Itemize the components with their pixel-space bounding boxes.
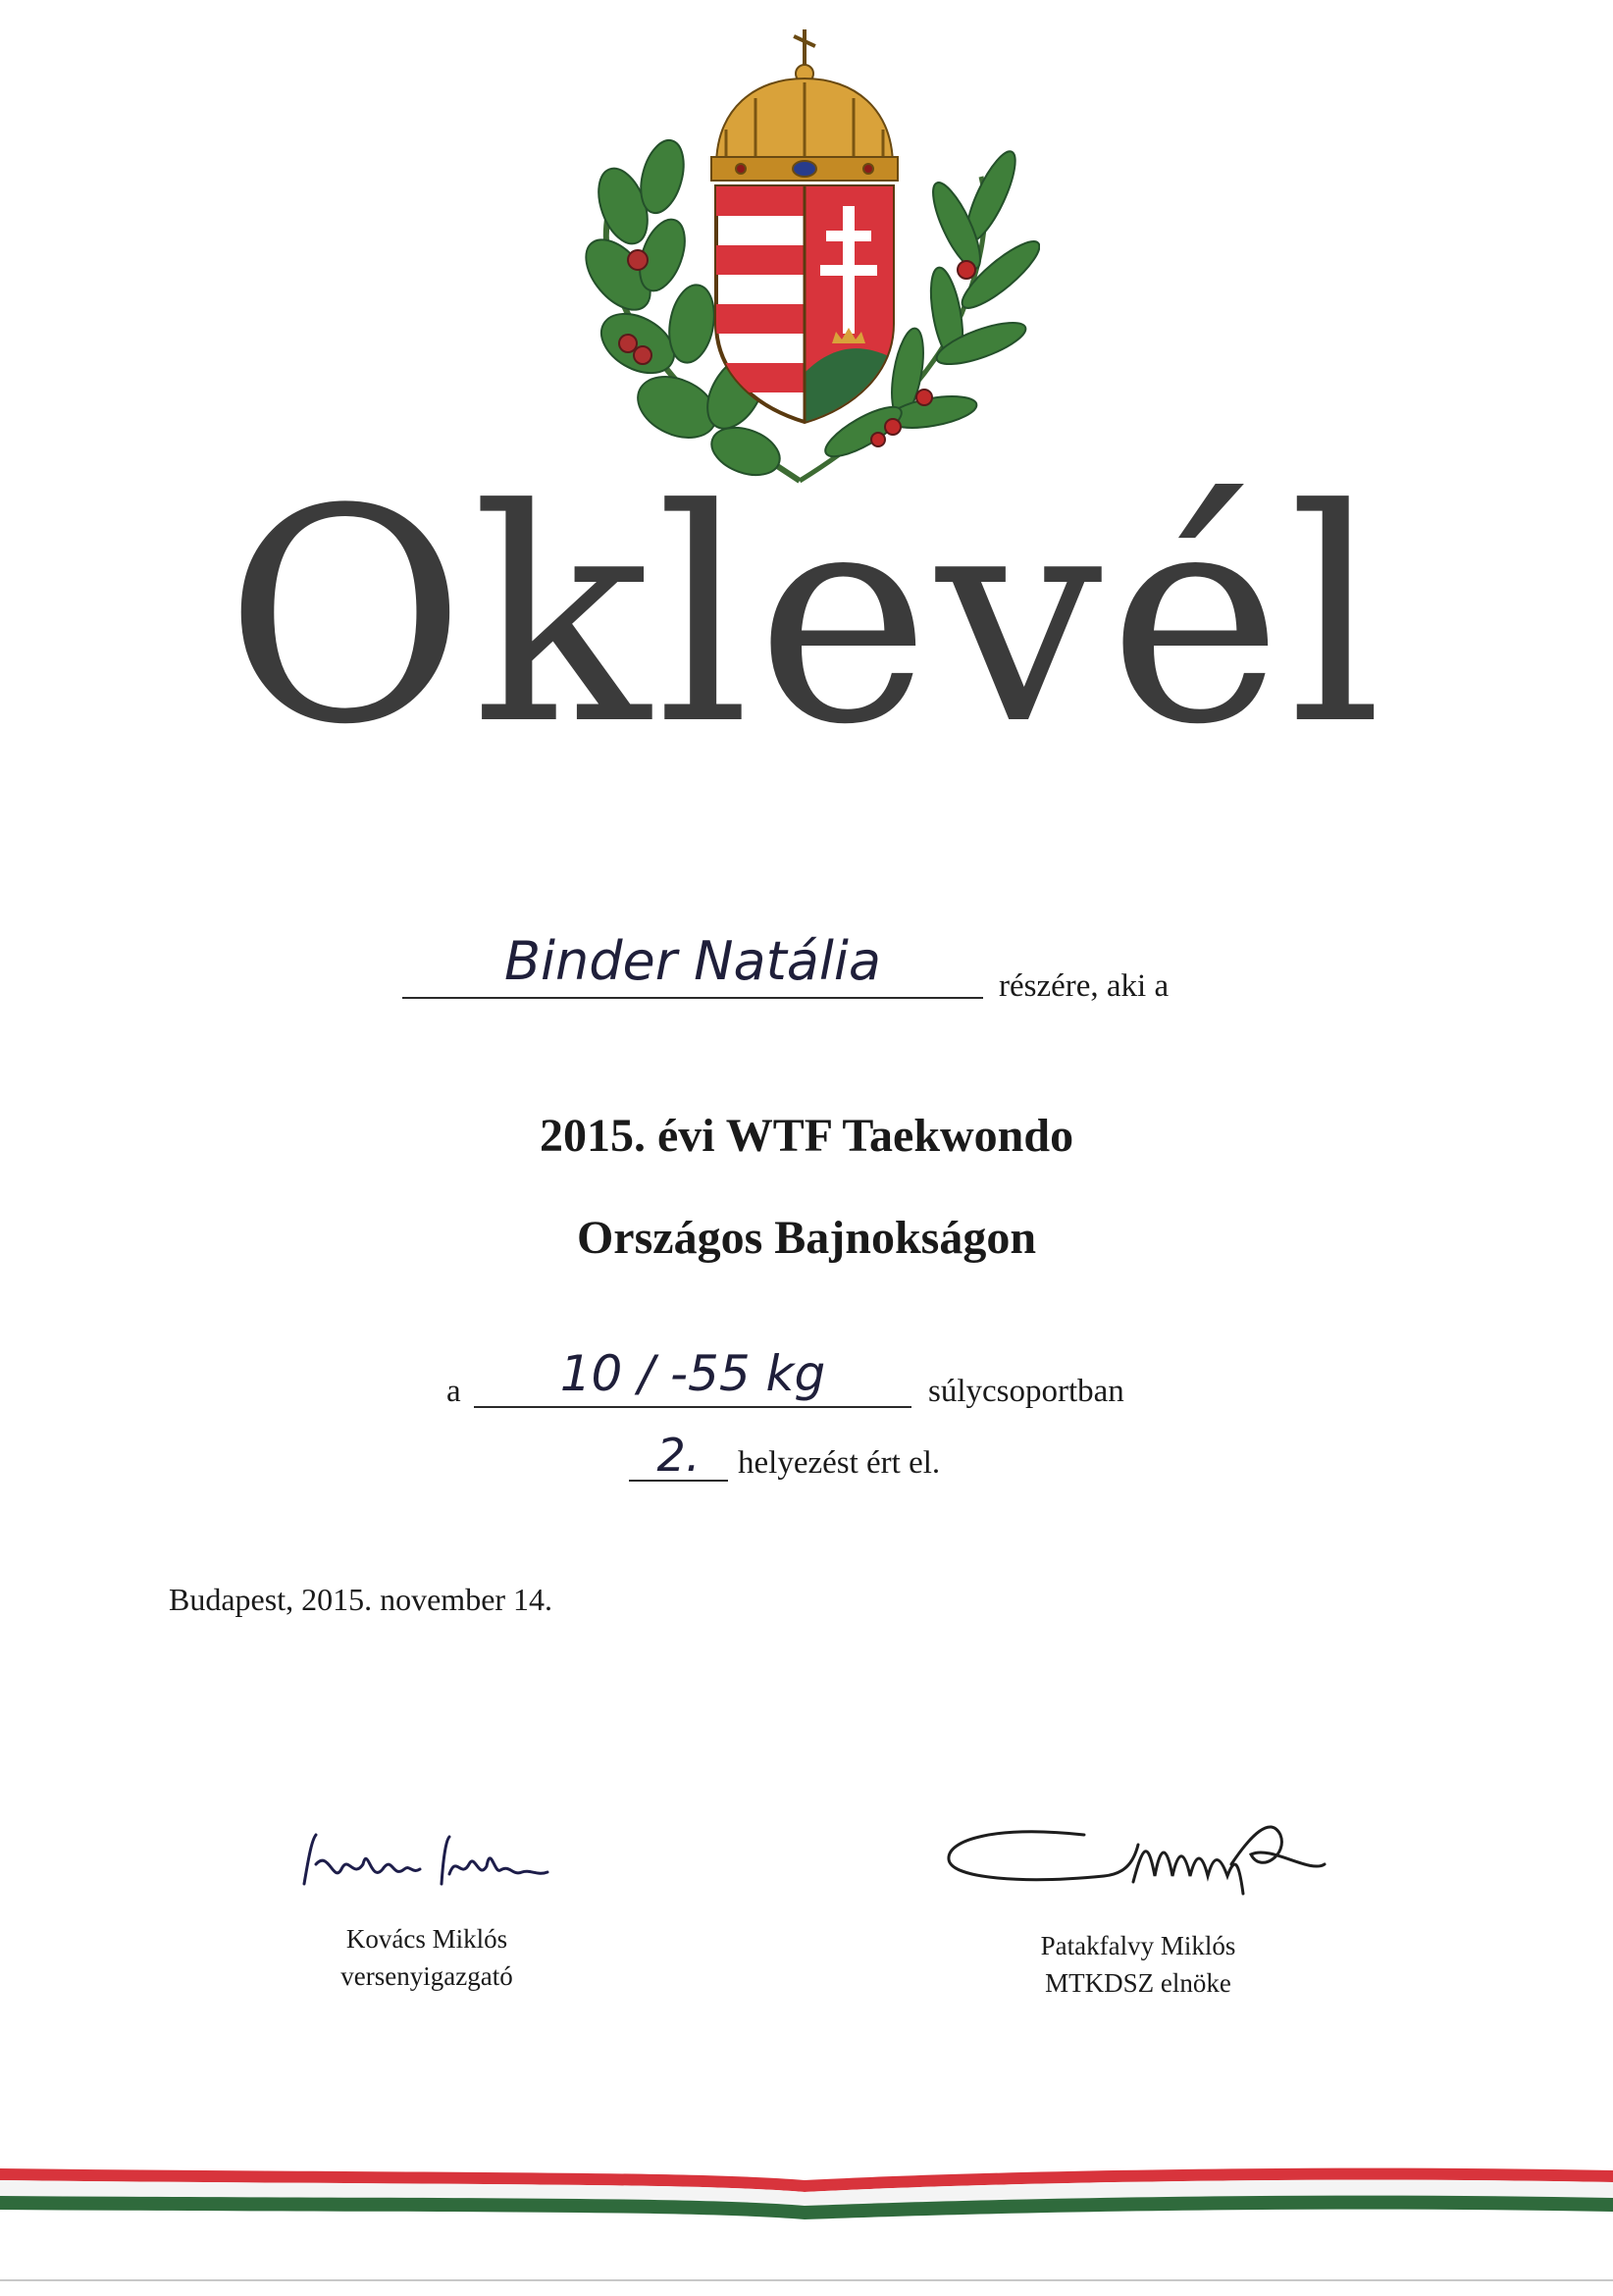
placement-fill-line [629, 1480, 728, 1482]
date-place: Budapest, 2015. november 14. [169, 1582, 553, 1617]
coat-of-arms-icon [569, 20, 1040, 500]
placement-suffix: helyezést ért el. [738, 1445, 941, 1481]
event-title-line-1: 2015. évi WTF Taekwondo [539, 1110, 1074, 1162]
recipient-name: Binder Natália [504, 930, 881, 992]
signature-left-icon [294, 1815, 559, 1904]
placement-value: 2. [656, 1429, 701, 1482]
category-suffix: súlycsoportban [928, 1374, 1124, 1409]
signer-left-name: Kovács Miklós [345, 1924, 508, 1954]
category-fill-line [474, 1406, 911, 1408]
category-prefix: a [446, 1374, 461, 1409]
weight-category-value: 10 / -55 kg [559, 1345, 826, 1402]
signer-right-name: Patakfalvy Miklós [1040, 1931, 1236, 1960]
recipient-suffix: részére, aki a [999, 968, 1170, 1004]
document-title: Oklevél [224, 446, 1389, 789]
signature-right-icon [937, 1805, 1329, 1913]
holy-crown-icon [711, 29, 898, 181]
recipient-fill-line [402, 997, 983, 999]
signer-left-role: versenyigazgató [340, 1961, 513, 1991]
tricolor-ribbon-icon [0, 2149, 1613, 2286]
event-title-line-2: Országos Bajnokságon [576, 1212, 1037, 1264]
signer-right-role: MTKDSZ elnöke [1045, 1968, 1231, 1998]
